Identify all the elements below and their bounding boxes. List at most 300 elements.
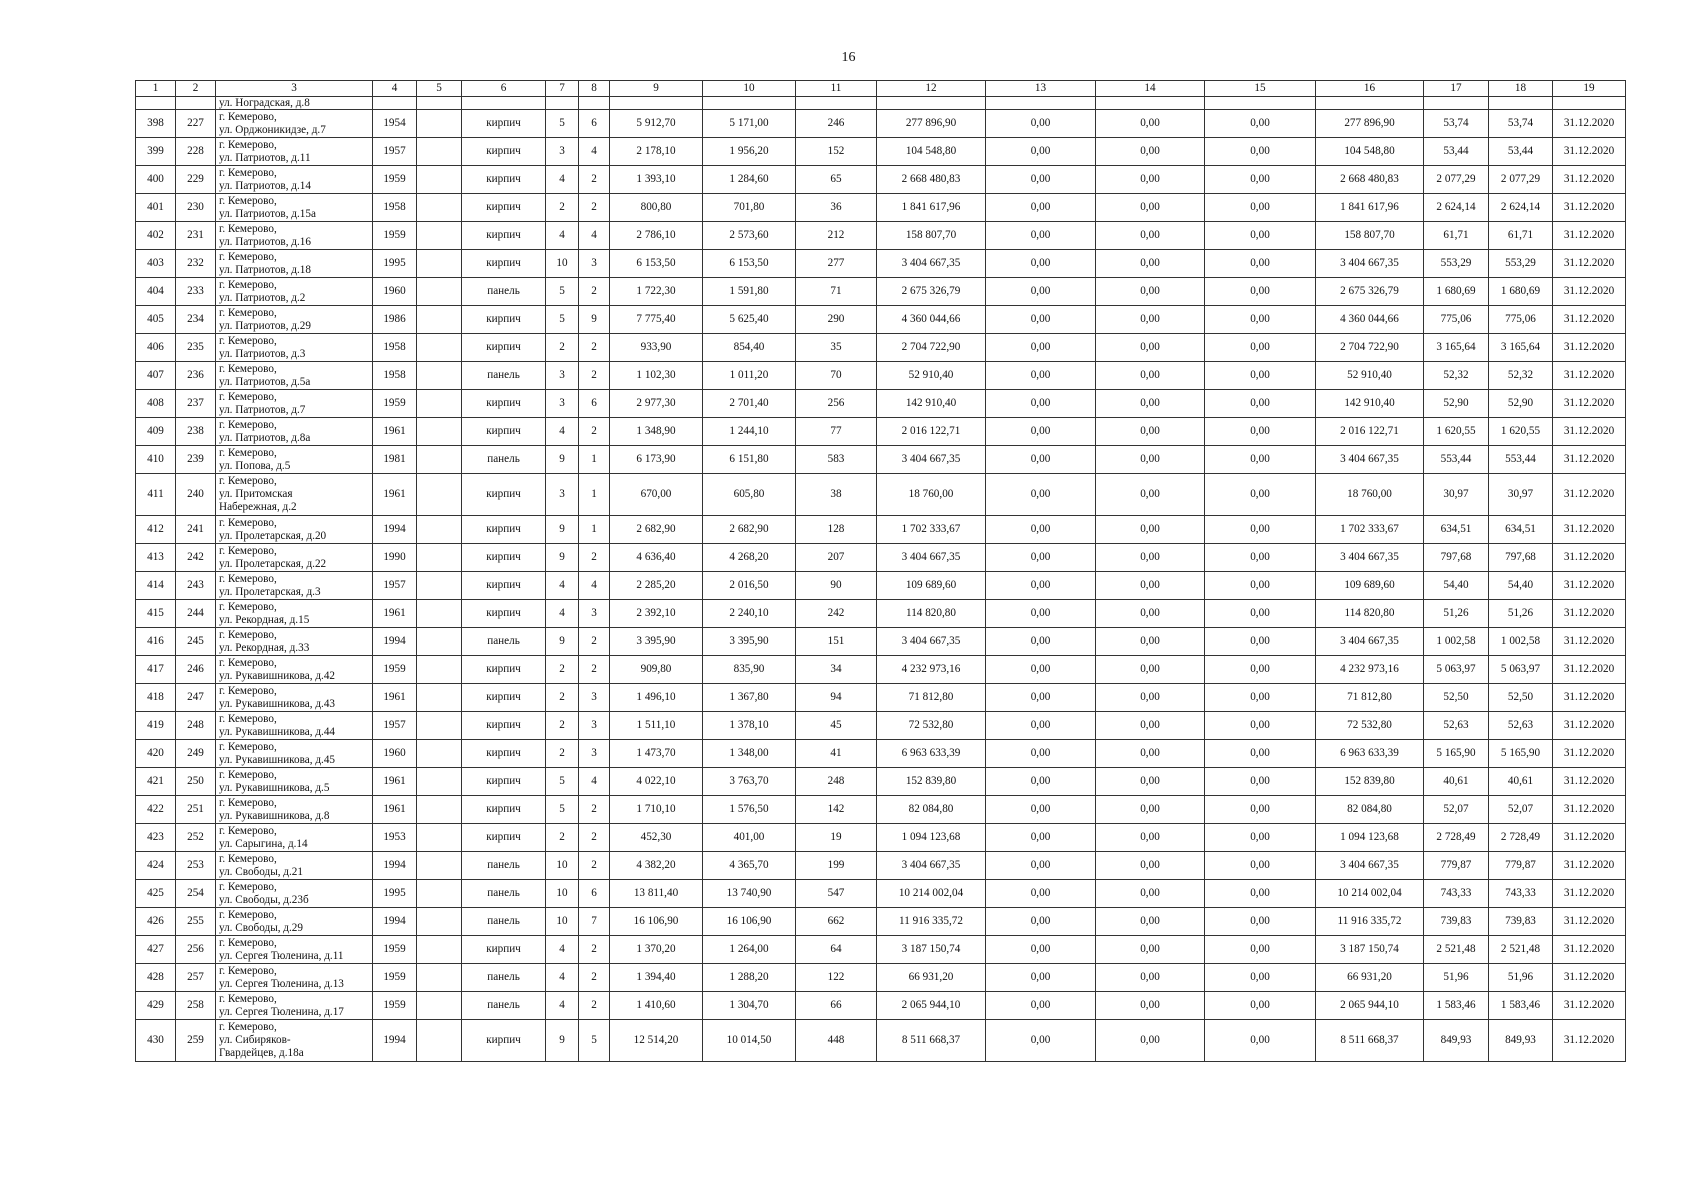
table-cell: 2	[579, 852, 610, 880]
table-cell: 0,00	[1205, 908, 1316, 936]
table-cell: 0,00	[1096, 796, 1205, 824]
table-cell: 1 710,10	[610, 796, 703, 824]
table-cell: 31.12.2020	[1553, 656, 1626, 684]
table-cell: 9	[546, 628, 579, 656]
table-cell: кирпич	[462, 740, 546, 768]
table-cell: 152 839,80	[1316, 768, 1424, 796]
table-cell	[796, 97, 877, 110]
table-cell: 2 077,29	[1424, 166, 1489, 194]
table-cell	[417, 880, 462, 908]
table-cell: 104 548,80	[1316, 138, 1424, 166]
table-cell: 6 153,50	[610, 250, 703, 278]
table-cell: 3 404 667,35	[1316, 628, 1424, 656]
table-cell: 3 404 667,35	[877, 852, 986, 880]
table-cell: 408	[136, 390, 176, 418]
table-cell: 31.12.2020	[1553, 964, 1626, 992]
table-cell: 2	[579, 544, 610, 572]
table-cell	[417, 222, 462, 250]
table-cell: 4 365,70	[703, 852, 796, 880]
table-cell: 152 839,80	[877, 768, 986, 796]
table-cell: 238	[176, 418, 216, 446]
address-cell: г. Кемерово, ул. Свободы, д.23б	[216, 880, 373, 908]
table-cell: 0,00	[986, 796, 1096, 824]
table-cell: 8 511 668,37	[877, 1020, 986, 1062]
table-cell: 739,83	[1424, 908, 1489, 936]
address-cell: г. Кемерово, ул. Сергея Тюленина, д.13	[216, 964, 373, 992]
table-cell: 248	[796, 768, 877, 796]
table-cell: 53,44	[1424, 138, 1489, 166]
table-cell: 0,00	[986, 544, 1096, 572]
table-cell: 0,00	[1096, 194, 1205, 222]
table-cell: 0,00	[1096, 516, 1205, 544]
table-cell: 4 232 973,16	[1316, 656, 1424, 684]
table-cell: 1990	[373, 544, 417, 572]
column-number: 14	[1096, 81, 1205, 97]
table-cell: 429	[136, 992, 176, 1020]
table-cell: 31.12.2020	[1553, 166, 1626, 194]
table-cell: 237	[176, 390, 216, 418]
table-cell: 0,00	[1205, 278, 1316, 306]
table-cell: 4	[546, 992, 579, 1020]
table-cell: 1 680,69	[1424, 278, 1489, 306]
table-cell	[417, 110, 462, 138]
table-cell	[417, 740, 462, 768]
table-cell: 2 016 122,71	[1316, 418, 1424, 446]
table-cell: 31.12.2020	[1553, 1020, 1626, 1062]
table-cell: 743,33	[1489, 880, 1553, 908]
table-cell: 248	[176, 712, 216, 740]
table-cell: 849,93	[1424, 1020, 1489, 1062]
table-cell: 743,33	[1424, 880, 1489, 908]
table-cell: 242	[176, 544, 216, 572]
table-cell: 5 171,00	[703, 110, 796, 138]
table-cell: 6 963 633,39	[877, 740, 986, 768]
column-number: 6	[462, 81, 546, 97]
address-cell: г. Кемерово, ул. Сергея Тюленина, д.17	[216, 992, 373, 1020]
table-row	[136, 908, 1626, 936]
table-cell: 230	[176, 194, 216, 222]
table-cell: 1959	[373, 964, 417, 992]
table-cell: 212	[796, 222, 877, 250]
table-cell: 800,80	[610, 194, 703, 222]
table-cell: 52,50	[1424, 684, 1489, 712]
table-cell: 406	[136, 334, 176, 362]
table-cell	[417, 166, 462, 194]
table-cell: 0,00	[1205, 656, 1316, 684]
table-cell	[417, 824, 462, 852]
table-cell: 31.12.2020	[1553, 824, 1626, 852]
table-cell: 252	[176, 824, 216, 852]
table-cell: 0,00	[986, 964, 1096, 992]
address-cell: г. Кемерово, ул. Патриотов, д.29	[216, 306, 373, 334]
table-cell: 2 624,14	[1424, 194, 1489, 222]
table-cell: 0,00	[986, 474, 1096, 516]
table-cell: 77	[796, 418, 877, 446]
column-number: 16	[1316, 81, 1424, 97]
table-cell: 31.12.2020	[1553, 390, 1626, 418]
table-cell: 236	[176, 362, 216, 390]
table-cell: 634,51	[1424, 516, 1489, 544]
table-row	[136, 362, 1626, 390]
column-number: 15	[1205, 81, 1316, 97]
table-cell: 4	[579, 138, 610, 166]
table-cell: 0,00	[1205, 796, 1316, 824]
table-cell: 1 284,60	[703, 166, 796, 194]
table-cell: 422	[136, 796, 176, 824]
table-cell: 0,00	[986, 1020, 1096, 1062]
address-cell: г. Кемерово, ул. Рекордная, д.15	[216, 600, 373, 628]
table-cell: 1994	[373, 516, 417, 544]
table-cell: 0,00	[1205, 474, 1316, 516]
table-cell: 82 084,80	[1316, 796, 1424, 824]
address-cell: г. Кемерово, ул. Орджоникидзе, д.7	[216, 110, 373, 138]
address-cell: г. Кемерово, ул. Патриотов, д.3	[216, 334, 373, 362]
table-cell: 245	[176, 628, 216, 656]
address-cell: г. Кемерово, ул. Свободы, д.21	[216, 852, 373, 880]
table-cell: 0,00	[1096, 712, 1205, 740]
table-cell: 0,00	[1205, 166, 1316, 194]
table-cell: 2 521,48	[1489, 936, 1553, 964]
table-cell: 45	[796, 712, 877, 740]
table-cell: 128	[796, 516, 877, 544]
table-cell	[417, 278, 462, 306]
column-number: 5	[417, 81, 462, 97]
table-row	[136, 446, 1626, 474]
table-cell: 0,00	[1205, 880, 1316, 908]
table-cell: 4	[546, 166, 579, 194]
table-cell: 254	[176, 880, 216, 908]
table-cell: 114 820,80	[877, 600, 986, 628]
table-cell: 1 722,30	[610, 278, 703, 306]
table-cell: 31.12.2020	[1553, 768, 1626, 796]
table-cell: 290	[796, 306, 877, 334]
column-number: 13	[986, 81, 1096, 97]
table-cell: 1 002,58	[1424, 628, 1489, 656]
table-cell: 36	[796, 194, 877, 222]
table-cell: 2	[579, 992, 610, 1020]
table-cell: 6 153,50	[703, 250, 796, 278]
table-cell: 31.12.2020	[1553, 194, 1626, 222]
table-cell: 933,90	[610, 334, 703, 362]
table-cell: 142 910,40	[877, 390, 986, 418]
table-cell: 3	[579, 740, 610, 768]
address-cell: г. Кемерово, ул. Рукавишникова, д.42	[216, 656, 373, 684]
table-cell: 0,00	[986, 390, 1096, 418]
table-cell	[417, 516, 462, 544]
table-cell: 31.12.2020	[1553, 740, 1626, 768]
table-cell: 0,00	[1205, 852, 1316, 880]
table-cell: 52,32	[1424, 362, 1489, 390]
table-cell: 1 304,70	[703, 992, 796, 1020]
table-cell: 400	[136, 166, 176, 194]
table-cell: кирпич	[462, 334, 546, 362]
table-cell: 398	[136, 110, 176, 138]
table-cell: 2 624,14	[1489, 194, 1553, 222]
table-cell: кирпич	[462, 684, 546, 712]
table-cell: 0,00	[986, 740, 1096, 768]
table-cell: 1961	[373, 796, 417, 824]
table-cell: 66 931,20	[1316, 964, 1424, 992]
table-cell: кирпич	[462, 306, 546, 334]
table-cell: 1 094 123,68	[877, 824, 986, 852]
table-cell: 122	[796, 964, 877, 992]
table-cell: 251	[176, 796, 216, 824]
table-cell: 3 395,90	[610, 628, 703, 656]
table-cell: 199	[796, 852, 877, 880]
table-cell: 31.12.2020	[1553, 936, 1626, 964]
table-cell: 1958	[373, 194, 417, 222]
table-cell: кирпич	[462, 572, 546, 600]
table-cell: 0,00	[1096, 656, 1205, 684]
table-cell: 775,06	[1489, 306, 1553, 334]
table-cell	[417, 964, 462, 992]
address-cell: г. Кемерово, ул. Рукавишникова, д.5	[216, 768, 373, 796]
table-cell	[417, 138, 462, 166]
table-cell: 52,07	[1424, 796, 1489, 824]
table-cell: 0,00	[1205, 110, 1316, 138]
address-cell: г. Кемерово, ул. Пролетарская, д.20	[216, 516, 373, 544]
table-cell: 1959	[373, 992, 417, 1020]
table-cell: 31.12.2020	[1553, 992, 1626, 1020]
table-cell: 6	[579, 880, 610, 908]
table-cell: 0,00	[1096, 138, 1205, 166]
table-row	[136, 852, 1626, 880]
table-cell: 31.12.2020	[1553, 572, 1626, 600]
table-cell: 247	[176, 684, 216, 712]
table-cell: 414	[136, 572, 176, 600]
table-cell: 40,61	[1489, 768, 1553, 796]
table-cell: 0,00	[1096, 936, 1205, 964]
table-cell: 5	[579, 1020, 610, 1062]
table-cell: 51,26	[1424, 600, 1489, 628]
table-cell: 402	[136, 222, 176, 250]
table-cell: кирпич	[462, 166, 546, 194]
table-cell: 418	[136, 684, 176, 712]
table-cell: 207	[796, 544, 877, 572]
table-cell: 71	[796, 278, 877, 306]
table-cell: панель	[462, 880, 546, 908]
table-cell: 0,00	[1205, 964, 1316, 992]
table-cell: 0,00	[1205, 138, 1316, 166]
table-cell: 142 910,40	[1316, 390, 1424, 418]
table-cell: 0,00	[1205, 572, 1316, 600]
address-cell: г. Кемерово, ул. Сарыгина, д.14	[216, 824, 373, 852]
table-row	[136, 964, 1626, 992]
table-cell: 3 395,90	[703, 628, 796, 656]
table-cell: кирпич	[462, 194, 546, 222]
table-cell: 2 285,20	[610, 572, 703, 600]
table-cell: 52,90	[1424, 390, 1489, 418]
table-cell: 2 573,60	[703, 222, 796, 250]
table-cell: 231	[176, 222, 216, 250]
table-row	[136, 544, 1626, 572]
table-cell: 65	[796, 166, 877, 194]
table-cell: 10	[546, 852, 579, 880]
table-cell: 1 002,58	[1489, 628, 1553, 656]
table-cell: 0,00	[986, 110, 1096, 138]
table-cell: 31.12.2020	[1553, 474, 1626, 516]
table-cell: 53,44	[1489, 138, 1553, 166]
table-cell: 31.12.2020	[1553, 334, 1626, 362]
table-cell: 52 910,40	[1316, 362, 1424, 390]
table-row	[136, 572, 1626, 600]
table-cell: 3 404 667,35	[877, 250, 986, 278]
table-cell: 0,00	[1096, 572, 1205, 600]
table-cell: 16 106,90	[610, 908, 703, 936]
table-cell	[417, 418, 462, 446]
table-cell: 4 360 044,66	[1316, 306, 1424, 334]
table-cell: 94	[796, 684, 877, 712]
table-cell: 52,07	[1489, 796, 1553, 824]
table-cell: 142	[796, 796, 877, 824]
table-cell: 30,97	[1489, 474, 1553, 516]
table-cell: 2 392,10	[610, 600, 703, 628]
table-cell: 909,80	[610, 656, 703, 684]
table-cell	[610, 97, 703, 110]
table-cell: 2	[579, 964, 610, 992]
table-cell: 1 591,80	[703, 278, 796, 306]
table-cell: 71 812,80	[1316, 684, 1424, 712]
table-cell: 249	[176, 740, 216, 768]
address-cell: г. Кемерово, ул. Патриотов, д.16	[216, 222, 373, 250]
table-cell: 1995	[373, 880, 417, 908]
table-cell: 5 912,70	[610, 110, 703, 138]
table-cell: 3	[546, 138, 579, 166]
table-cell: 52,32	[1489, 362, 1553, 390]
continuation-address: ул. Ноградская, д.8	[216, 97, 373, 110]
table-cell: 0,00	[1205, 628, 1316, 656]
table-cell	[703, 97, 796, 110]
table-row	[136, 222, 1626, 250]
table-cell: 413	[136, 544, 176, 572]
table-cell: 16 106,90	[703, 908, 796, 936]
table-cell: 2 016,50	[703, 572, 796, 600]
table-cell: 253	[176, 852, 216, 880]
table-cell: 779,87	[1489, 852, 1553, 880]
table-cell: 232	[176, 250, 216, 278]
table-cell: 430	[136, 1020, 176, 1062]
table-cell: 9	[546, 544, 579, 572]
table-row	[136, 250, 1626, 278]
table-cell: 0,00	[1096, 824, 1205, 852]
column-number: 1	[136, 81, 176, 97]
table-cell: 5 165,90	[1424, 740, 1489, 768]
table-cell: 0,00	[986, 656, 1096, 684]
address-cell: г. Кемерово, ул. Рукавишникова, д.44	[216, 712, 373, 740]
table-cell: 1 702 333,67	[877, 516, 986, 544]
table-cell: 0,00	[986, 306, 1096, 334]
table-cell: 0,00	[986, 936, 1096, 964]
table-cell: 158 807,70	[877, 222, 986, 250]
table-cell: 701,80	[703, 194, 796, 222]
table-cell: 5	[546, 796, 579, 824]
table-cell: 0,00	[1096, 852, 1205, 880]
table-cell: 257	[176, 964, 216, 992]
table-cell: 3 165,64	[1489, 334, 1553, 362]
table-cell: 1959	[373, 656, 417, 684]
table-cell: 9	[546, 1020, 579, 1062]
table-cell: 1981	[373, 446, 417, 474]
table-cell: 412	[136, 516, 176, 544]
table-cell: кирпич	[462, 138, 546, 166]
table-cell: 31.12.2020	[1553, 138, 1626, 166]
table-cell	[417, 572, 462, 600]
table-cell: 1995	[373, 250, 417, 278]
table-cell: панель	[462, 964, 546, 992]
table-cell: 1958	[373, 334, 417, 362]
table-cell: 34	[796, 656, 877, 684]
table-cell: 797,68	[1489, 544, 1553, 572]
table-cell: 52 910,40	[877, 362, 986, 390]
table-cell: 258	[176, 992, 216, 1020]
table-cell: 51,26	[1489, 600, 1553, 628]
table-cell: 244	[176, 600, 216, 628]
table-cell: 277 896,90	[1316, 110, 1424, 138]
address-cell: г. Кемерово, ул. Патриотов, д.14	[216, 166, 373, 194]
table-cell: 2 728,49	[1489, 824, 1553, 852]
table-cell: 10	[546, 880, 579, 908]
table-cell: 452,30	[610, 824, 703, 852]
table-cell: 1 583,46	[1424, 992, 1489, 1020]
address-cell: г. Кемерово, ул. Свободы, д.29	[216, 908, 373, 936]
table-cell: 1961	[373, 474, 417, 516]
table-cell: 241	[176, 516, 216, 544]
table-cell	[417, 852, 462, 880]
table-cell: 2 065 944,10	[1316, 992, 1424, 1020]
table-cell: 9	[579, 306, 610, 334]
address-cell: г. Кемерово, ул. Патриотов, д.8а	[216, 418, 373, 446]
table-cell: 246	[796, 110, 877, 138]
table-cell: 72 532,80	[877, 712, 986, 740]
table-cell: 0,00	[986, 908, 1096, 936]
address-cell: г. Кемерово, ул. Пролетарская, д.22	[216, 544, 373, 572]
table-cell: 739,83	[1489, 908, 1553, 936]
table-cell: 0,00	[1096, 446, 1205, 474]
table-cell: 18 760,00	[877, 474, 986, 516]
table-cell: 401,00	[703, 824, 796, 852]
table-cell: 1959	[373, 166, 417, 194]
table-cell: 0,00	[1096, 600, 1205, 628]
address-cell: г. Кемерово, ул. Попова, д.5	[216, 446, 373, 474]
table-cell: 1961	[373, 418, 417, 446]
table-cell: 246	[176, 656, 216, 684]
table-cell: 1957	[373, 572, 417, 600]
address-cell: г. Кемерово, ул. Рукавишникова, д.45	[216, 740, 373, 768]
table-cell: 403	[136, 250, 176, 278]
table-row	[136, 880, 1626, 908]
table-cell: 1 394,40	[610, 964, 703, 992]
table-cell	[417, 544, 462, 572]
table-cell: 0,00	[1096, 362, 1205, 390]
table-cell	[417, 628, 462, 656]
table-cell: 0,00	[1096, 768, 1205, 796]
table-cell: 54,40	[1489, 572, 1553, 600]
address-cell: г. Кемерово, ул. Сергея Тюленина, д.11	[216, 936, 373, 964]
table-cell: кирпич	[462, 600, 546, 628]
table-cell: 1 680,69	[1489, 278, 1553, 306]
table-cell: 2	[579, 796, 610, 824]
table-cell: 2	[579, 418, 610, 446]
table-cell: 2	[579, 936, 610, 964]
table-cell: 0,00	[1205, 1020, 1316, 1062]
table-cell: 2 704 722,90	[877, 334, 986, 362]
table-cell: 2	[546, 656, 579, 684]
table-cell: 1958	[373, 362, 417, 390]
table-cell: 2 704 722,90	[1316, 334, 1424, 362]
table-cell	[417, 334, 462, 362]
table-cell: 4 022,10	[610, 768, 703, 796]
table-row	[136, 1020, 1626, 1062]
